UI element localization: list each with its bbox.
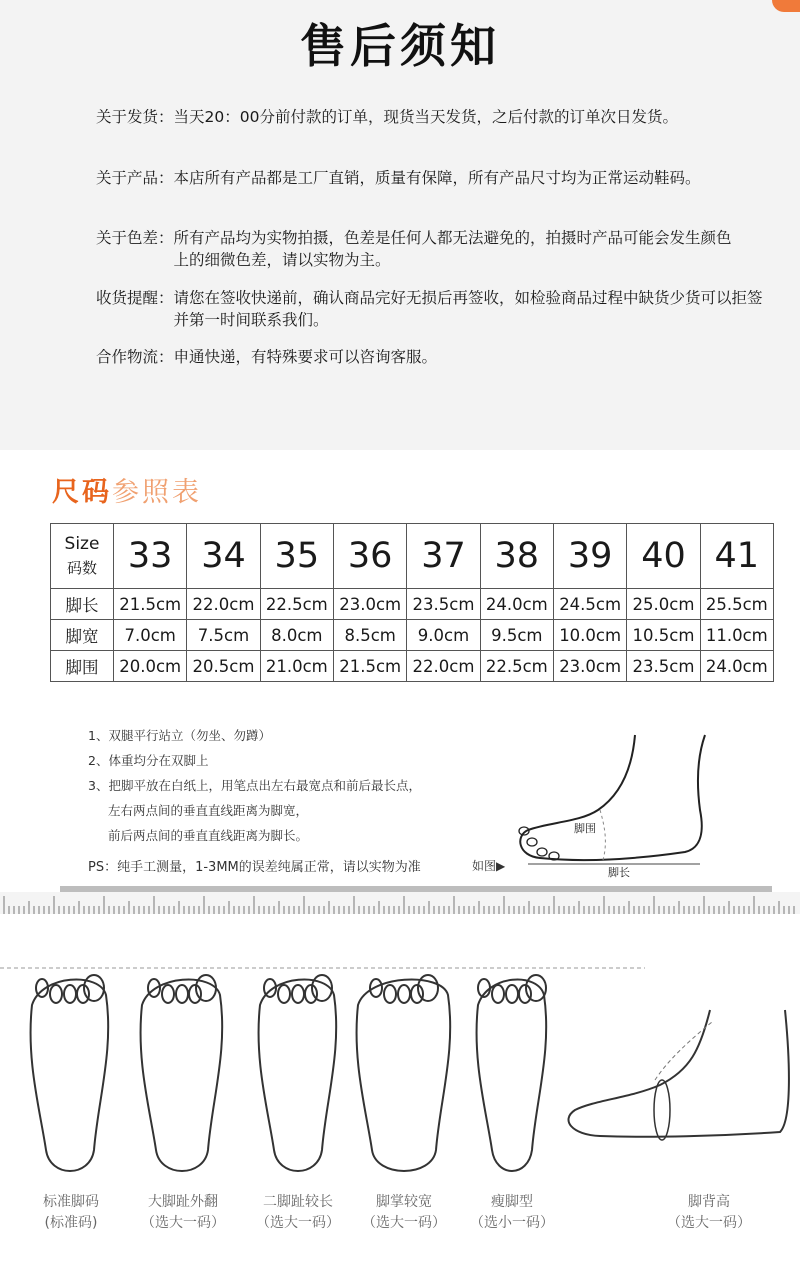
ruler-top-edge [60, 886, 772, 892]
value-cell: 10.0cm [553, 620, 626, 651]
value-cell: 25.5cm [700, 589, 773, 620]
foot-outline [357, 979, 451, 1171]
foot-length-row [51, 589, 774, 620]
value-cell: 25.0cm [627, 589, 700, 620]
foot-outline [259, 979, 337, 1171]
notice-text: 申通快递，有特殊要求可以咨询客服。 [173, 348, 438, 366]
measure-step-3-length: 前后两点间的垂直直线距离为脚长。 [108, 828, 309, 843]
notice-label: 合作物流： [96, 348, 174, 366]
size-table [50, 523, 774, 682]
size-title-rest: 参照表 [112, 477, 202, 508]
value-cell: 21.5cm [333, 651, 406, 682]
size-cell: 38 [480, 524, 553, 589]
value-cell: 22.5cm [260, 589, 333, 620]
value-cell: 24.5cm [553, 589, 626, 620]
value-cell: 20.0cm [114, 651, 187, 682]
length-label: 脚长 [608, 866, 630, 879]
notice-text: 当天20：00分前付款的订单，现货当天发货，之后付款的订单次日发货。 [173, 108, 678, 126]
notice-text: 请您在签收快递前，确认商品完好无损后再签收，如检验商品过程中缺货少货可以拒签并第一时间联系我们。 [173, 289, 763, 329]
size-cell: 35 [260, 524, 333, 589]
value-cell: 11.0cm [700, 620, 773, 651]
value-cell: 22.0cm [407, 651, 480, 682]
value-cell: 23.5cm [407, 589, 480, 620]
foot-type-name: 标准脚码 [43, 1194, 99, 1210]
foot-type-advice: （选大一码） [141, 1215, 225, 1231]
value-cell: 23.0cm [333, 589, 406, 620]
notice-text: 所有产品均为实物拍摄，色差是任何人都无法避免的，拍摄时产品可能会发生颜色上的细微色差，请以实物为主。 [173, 229, 732, 269]
value-cell: 10.5cm [627, 620, 700, 651]
value-cell: 21.5cm [114, 589, 187, 620]
toe-outline [292, 985, 304, 1003]
measure-step-3: 3、把脚平放在白纸上，用笔点出左右最宽点和前后最长点， [88, 778, 421, 793]
size-header-cn: 码数 [66, 559, 97, 577]
foot-width-row [51, 620, 774, 651]
foot-type-advice: （选小一码） [470, 1215, 554, 1231]
foot-type-standard [6, 1192, 136, 1234]
notice-item-shipping [96, 106, 766, 128]
value-cell: 22.0cm [187, 589, 260, 620]
row-label: 脚长 [51, 589, 114, 620]
toe-outline [492, 985, 504, 1003]
ruler [0, 886, 800, 928]
instep-girth-ring [654, 1080, 670, 1140]
size-header-row [51, 524, 774, 589]
foot-type-name: 脚背高 [688, 1194, 730, 1210]
toe-outline [176, 985, 188, 1003]
foot-type-high-instep [644, 1192, 774, 1234]
measure-step-1: 1、双腿平行站立（勿坐、勿蹲） [88, 728, 271, 743]
value-cell: 7.5cm [187, 620, 260, 651]
size-cell: 36 [333, 524, 406, 589]
notice-text: 本店所有产品都是工厂直销，质量有保障，所有产品尺寸均为正常运动鞋码。 [173, 169, 701, 187]
toe-outline [148, 979, 160, 997]
foot-types-figure [0, 950, 800, 1210]
foot-type-name: 脚掌较宽 [376, 1194, 432, 1210]
value-cell: 21.0cm [260, 651, 333, 682]
row-label: 脚宽 [51, 620, 114, 651]
foot-type-advice: （选大一码） [256, 1215, 340, 1231]
toe-outline [506, 985, 518, 1003]
side-foot-outline [520, 735, 705, 860]
foot-type-name: 二脚趾较长 [263, 1194, 333, 1210]
size-title-highlight: 尺码 [52, 477, 112, 508]
notice-label: 关于发货： [96, 108, 174, 126]
value-cell: 20.5cm [187, 651, 260, 682]
value-cell: 8.5cm [333, 620, 406, 651]
toe-outline [305, 985, 317, 1003]
foot-type-name: 瘦脚型 [491, 1194, 533, 1210]
value-cell: 23.5cm [627, 651, 700, 682]
toe-outline [162, 985, 174, 1003]
see-figure-label: 如图▶ [472, 859, 506, 873]
after-sales-notice [0, 0, 800, 450]
measure-ps-note: PS：纯手工测量，1-3MM的误差纯属正常，请以实物为准 [88, 860, 421, 875]
girth-label: 脚围 [574, 822, 596, 835]
value-cell: 24.0cm [480, 589, 553, 620]
side-foot-figure [510, 730, 720, 880]
toe-outline [278, 985, 290, 1003]
foot-type-name: 大脚趾外翻 [148, 1194, 218, 1210]
foot-outline [31, 979, 109, 1171]
foot-type-narrow [447, 1192, 577, 1234]
foot-girth-row [51, 651, 774, 682]
toe-outline [519, 985, 531, 1003]
value-cell: 8.0cm [260, 620, 333, 651]
foot-type-advice: （选大一码） [362, 1215, 446, 1231]
size-header-en: Size [64, 534, 100, 554]
toe-outline [50, 985, 62, 1003]
toe-outline [77, 985, 89, 1003]
size-header-cell [51, 524, 114, 589]
value-cell: 22.5cm [480, 651, 553, 682]
toe-outline [398, 985, 410, 1003]
girth-dashed-line [600, 810, 605, 860]
measure-step-3-width: 左右两点间的垂直直线距离为脚宽， [108, 803, 309, 818]
notice-item-receipt [96, 287, 766, 331]
measure-step-2: 2、体重均分在双脚上 [88, 753, 209, 768]
toe-outline [189, 985, 201, 1003]
foot-outline [141, 979, 223, 1171]
value-cell: 23.0cm [553, 651, 626, 682]
notice-item-product [96, 167, 766, 189]
notice-label: 关于色差： [96, 229, 174, 247]
size-cell: 37 [407, 524, 480, 589]
foot-type-advice: (标准码) [44, 1215, 98, 1231]
row-label: 脚围 [51, 651, 114, 682]
size-cell: 34 [187, 524, 260, 589]
notice-label: 关于产品： [96, 169, 174, 187]
size-cell: 33 [114, 524, 187, 589]
toe-outline [384, 985, 396, 1003]
value-cell: 7.0cm [114, 620, 187, 651]
size-chart-title [52, 470, 202, 509]
foot-type-bunion [118, 1192, 248, 1234]
notice-item-color [96, 227, 736, 271]
toe-outline [411, 985, 423, 1003]
foot-outline [477, 979, 547, 1171]
notice-label: 收货提醒： [96, 289, 174, 307]
size-cell: 41 [700, 524, 773, 589]
size-cell: 39 [553, 524, 626, 589]
toe-outline [64, 985, 76, 1003]
value-cell: 9.5cm [480, 620, 553, 651]
high-instep-foot-outline [568, 1010, 788, 1137]
notice-title: 售后须知 [300, 19, 500, 73]
notice-item-logistics [96, 346, 766, 368]
value-cell: 24.0cm [700, 651, 773, 682]
ruler-body [0, 892, 800, 914]
value-cell: 9.0cm [407, 620, 480, 651]
foot-type-advice: （选大一码） [667, 1215, 751, 1231]
size-cell: 40 [627, 524, 700, 589]
